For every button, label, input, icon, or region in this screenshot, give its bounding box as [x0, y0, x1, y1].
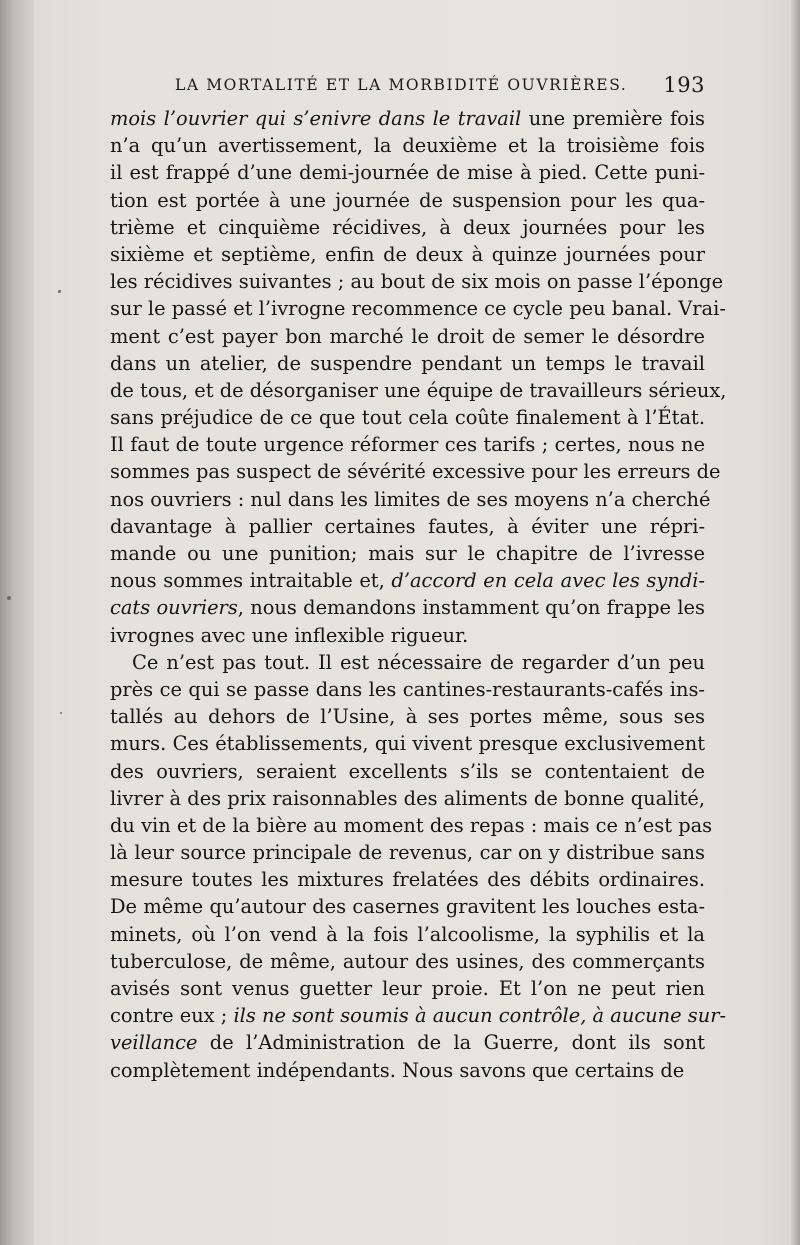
italic-text: ils ne sont soumis à aucun contrôle, à aucune sur-: [233, 1004, 727, 1028]
text-run: tuberculose, de même, autour des usines, des commerçants: [110, 949, 705, 973]
text-run: mande ou une punition; mais sur le chapitre de l’ivresse: [110, 542, 705, 565]
text-line: [110, 1002, 727, 1029]
text-run: livrer à des prix raisonnables des aliments de bonne qualité,: [110, 786, 705, 810]
text-line: [110, 350, 705, 377]
text-run: tallés au dehors de l’Usine, à ses portes même, sous ses: [110, 705, 705, 729]
italic-text: mois l’ouvrier qui s’enivre dans le travail: [110, 107, 522, 130]
text-line: [110, 323, 705, 350]
text-run: Ce n’est pas tout. Il est nécessaire de regarder d’un peu: [132, 650, 705, 674]
text-line: [110, 785, 705, 812]
text-run: dans un atelier, de suspendre pendant un temps le travail: [110, 351, 705, 375]
italic-text: cats ouvriers: [110, 596, 238, 620]
text-run: davantage à pallier certaines fautes, à éviter une répri-: [110, 514, 705, 538]
running-head: [175, 74, 705, 100]
text-line: [110, 458, 721, 485]
text-line: [110, 431, 705, 458]
text-line: [110, 132, 705, 159]
text-line: [110, 105, 705, 132]
text-line: [110, 703, 705, 730]
text-line: [110, 812, 713, 839]
text-line: [110, 866, 705, 893]
text-line: [110, 839, 705, 866]
text-run: tion est portée à une journée de suspension pour les qua-: [110, 188, 705, 212]
text-line: [110, 649, 705, 676]
text-run: avisés sont venus guetter leur proie. Et l’on ne peut rien: [110, 977, 705, 1000]
text-run: nous sommes intraitable et,: [110, 569, 392, 593]
binding-shadow: [0, 0, 34, 1245]
scan-speck: [60, 712, 62, 714]
text-line: [110, 404, 705, 431]
text-line: [110, 377, 727, 404]
text-run: de l’Administration de la Guerre, dont ils sont: [197, 1031, 705, 1055]
text-line: [110, 214, 705, 241]
text-run: contre eux ;: [110, 1004, 234, 1028]
text-run: une première fois: [521, 107, 706, 130]
text-run: ment c’est payer bon marché le droit de semer le désordre: [110, 324, 705, 348]
text-run: trième et cinquième récidives, à deux journées pour les: [110, 215, 705, 239]
text-line: [110, 893, 705, 920]
text-run: il est frappé d’une demi-journée de mise à pied. Cette puni-: [110, 161, 705, 185]
text-line: [110, 758, 705, 785]
body-text: [110, 105, 727, 1084]
text-run: complètement indépendants. Nous savons que certains de: [110, 1058, 685, 1082]
text-line: [110, 1057, 705, 1084]
text-run: sixième et septième, enfin de deux à quinze journées pour: [110, 242, 705, 266]
text-line: [110, 1029, 705, 1056]
text-line: [110, 268, 724, 295]
text-line: [110, 540, 705, 567]
italic-text: d’accord en cela avec les syndi-: [391, 569, 705, 593]
text-run: , nous demandons instamment qu’on frappe les: [237, 596, 705, 620]
text-line: [110, 187, 705, 214]
text-line: [110, 676, 705, 703]
text-run: De même qu’autour des casernes gravitent les louches esta-: [110, 895, 705, 919]
page-edge-shadow: [790, 0, 800, 1245]
running-title: LA MORTALITÉ ET LA MORBIDITÉ OUVRIÈRES.: [175, 76, 628, 94]
text-run: du vin et de la bière au moment des repas : mais ce n’est pas: [110, 813, 713, 837]
text-run: sans préjudice de ce que tout cela coûte finalement à l’État.: [110, 406, 705, 430]
text-line: [110, 622, 705, 649]
text-line: [110, 730, 705, 757]
text-run: ivrognes avec une inflexible rigueur.: [110, 623, 469, 647]
text-run: n’a qu’un avertissement, la deuxième et la troisième fois: [110, 134, 705, 158]
scan-speck: [58, 290, 61, 293]
text-line: [110, 295, 726, 322]
text-line: [110, 513, 705, 540]
text-run: de tous, et de désorganiser une équipe de travailleurs sérieux,: [110, 378, 727, 402]
text-run: minets, où l’on vend à la fois l’alcoolisme, la syphilis et la: [110, 922, 705, 946]
text-line: [110, 948, 705, 975]
text-run: mesure toutes les mixtures frelatées des débits ordinaires.: [110, 868, 705, 892]
text-line: [110, 975, 705, 1002]
text-line: [110, 921, 705, 948]
text-run: Il faut de toute urgence réformer ces tarifs ; certes, nous ne: [110, 433, 705, 457]
text-run: murs. Ces établissements, qui vivent presque exclusivement: [110, 732, 705, 756]
text-line: [110, 567, 705, 594]
text-run: sur le passé et l’ivrogne recommence ce cycle peu banal. Vrai-: [110, 297, 726, 321]
text-line: [110, 159, 705, 186]
page-number: 193: [663, 73, 705, 97]
text-line: [110, 594, 705, 621]
text-run: nos ouvriers : nul dans les limites de ses moyens n’a cherché: [110, 487, 711, 511]
text-run: des ouvriers, seraient excellents s’ils se contentaient de: [110, 759, 705, 783]
text-run: près ce qui se passe dans les cantines-restaurants-cafés ins-: [110, 677, 705, 701]
text-run: les récidives suivantes ; au bout de six mois on passe l’éponge: [110, 270, 724, 294]
italic-text: veillance: [110, 1031, 198, 1055]
text-run: là leur source principale de revenus, car on y distribue sans: [110, 841, 705, 865]
scan-speck: [7, 596, 11, 600]
text-run: sommes pas suspect de sévérité excessive pour les erreurs de: [110, 460, 721, 484]
text-line: [110, 486, 711, 513]
text-line: [110, 241, 705, 268]
